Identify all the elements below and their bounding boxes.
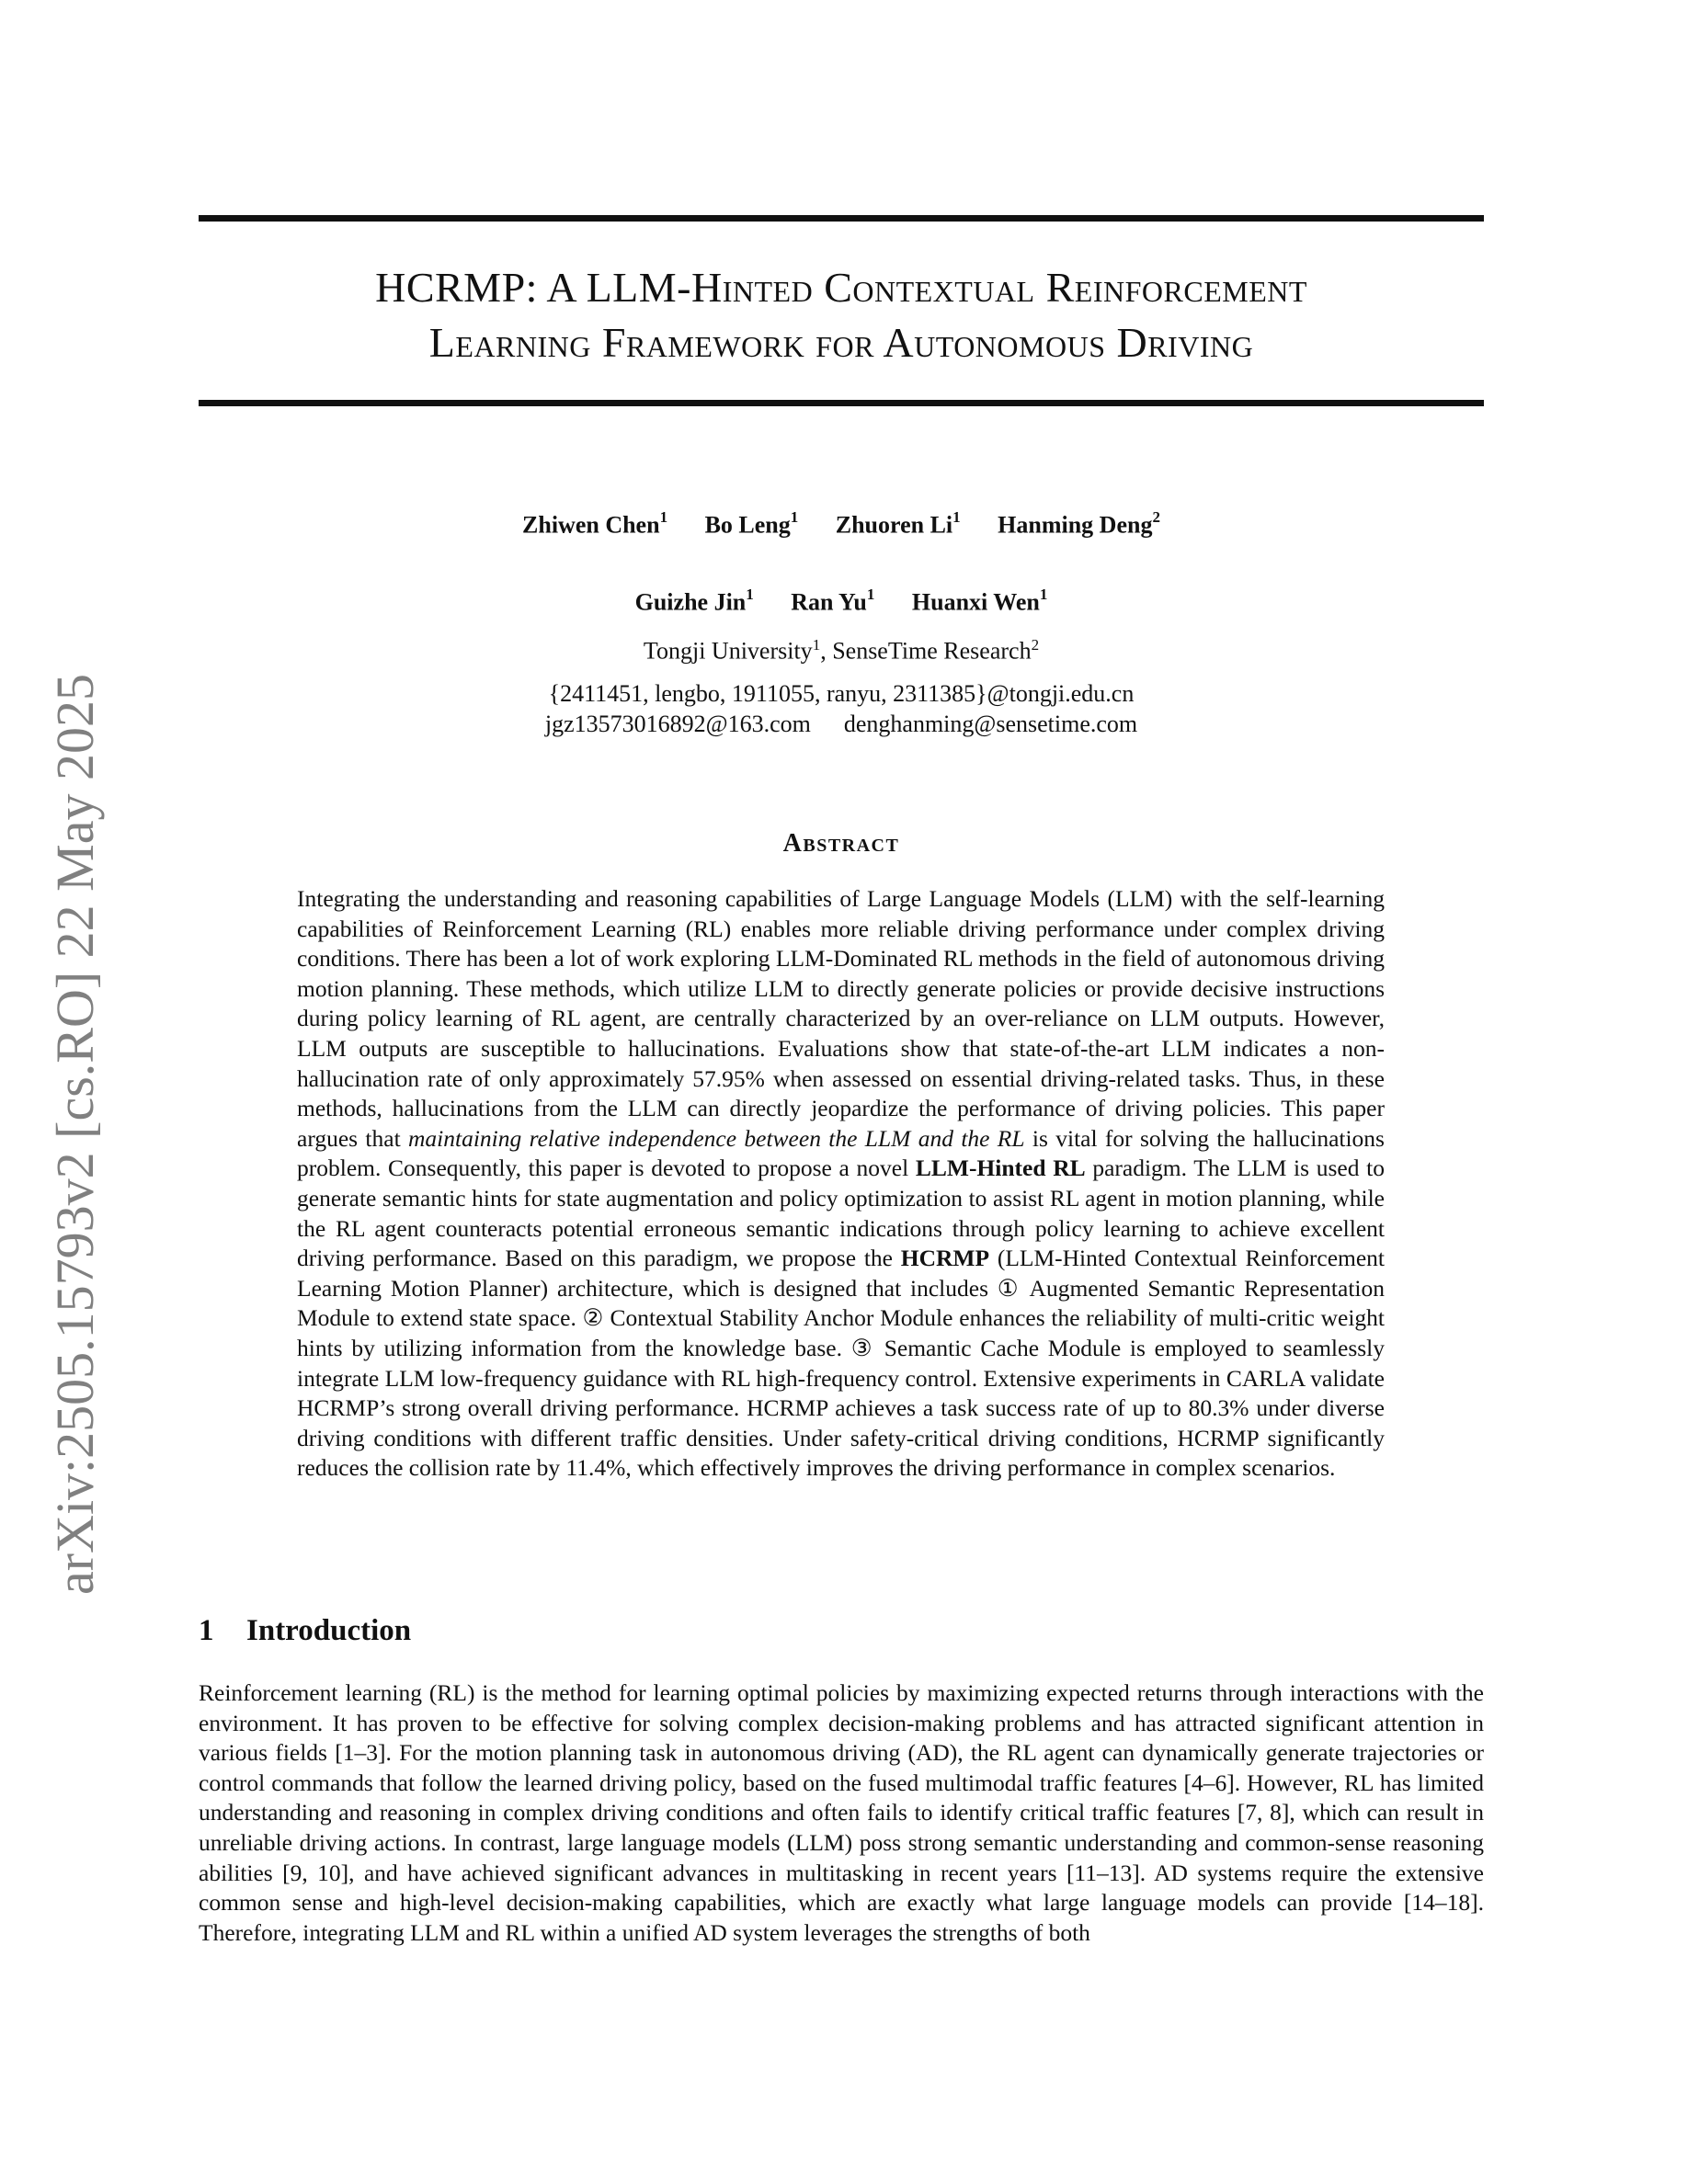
abstract-emphasis: maintaining relative independence between the LLM and the RL bbox=[408, 1124, 1025, 1152]
arxiv-watermark: arXiv:2505.15793v2 [cs.RO] 22 May 2025 bbox=[45, 673, 105, 1595]
author-name: Zhuoren Li bbox=[835, 511, 953, 539]
author-affiliation-mark: 1 bbox=[952, 508, 961, 526]
author-name: Huanxi Wen bbox=[911, 588, 1040, 616]
author-affiliation-mark: 1 bbox=[659, 508, 668, 526]
section-number: 1 bbox=[199, 1614, 214, 1647]
authors-row-1 bbox=[199, 504, 1484, 541]
title-top-rule bbox=[199, 215, 1484, 222]
author bbox=[522, 504, 667, 541]
abstract-body bbox=[297, 884, 1385, 1484]
title-line-1: HCRMP: A LLM-Hinted Contextual Reinforcement bbox=[375, 264, 1307, 311]
title-bottom-rule bbox=[199, 400, 1484, 406]
author-affiliation-mark: 1 bbox=[866, 586, 875, 603]
author-name: Zhiwen Chen bbox=[522, 511, 660, 539]
author-name: Ran Yu bbox=[791, 588, 867, 616]
affiliation-1-mark: 1 bbox=[812, 636, 821, 654]
email-line-1: {2411451, lengbo, 1911055, ranyu, 2311385}@tongji.edu.cn bbox=[548, 680, 1135, 707]
abstract-text: paradigm. The LLM is used to generate semantic hints for state augmentation and policy optimization to assist RL agent in motion planning, while the RL agent counteracts potential erroneous semantic indications through policy learning to achieve excellent driving performance. Based on this paradigm, we propose the bbox=[297, 1155, 1385, 1272]
author-affiliation-mark: 1 bbox=[1039, 586, 1048, 603]
author-name: Hanming Deng bbox=[998, 511, 1153, 539]
affiliation-2: SenseTime Research bbox=[832, 637, 1032, 665]
paper-title bbox=[199, 260, 1484, 370]
author-affiliation-mark: 1 bbox=[746, 586, 754, 603]
email-line-2 bbox=[199, 710, 1484, 739]
affiliation-1: Tongji University bbox=[643, 637, 813, 665]
abstract-term-hcrmp: HCRMP bbox=[900, 1245, 990, 1272]
author-affiliation-mark: 2 bbox=[1152, 508, 1160, 526]
author-name: Bo Leng bbox=[704, 511, 791, 539]
abstract-heading: Abstract bbox=[782, 829, 900, 858]
abstract-text: (LLM-Hinted Contextual Reinforcement Learning Motion Planner) architecture, which is designed that includes ① Augmented Semantic Representation Module to extend state space. ② Contextual Stability Anchor Module enhances the reliability of multi-critic weight hints by utilizing information from the knowledge base. ③ Semantic Cache Module is employed to seamlessly integrate LLM low-frequency guidance with RL high-frequency control. Extensive experiments in CARLA validate HCRMP’s strong overall driving performance. HCRMP achieves a task success rate of up to 80.3% under diverse driving conditions with different traffic densities. Under safety-critical driving conditions, HCRMP significantly reduces the collision rate by 11.4%, which effectively improves the driving performance in complex scenarios. bbox=[297, 1245, 1385, 1482]
introduction-paragraph: Reinforcement learning (RL) is the method for learning optimal policies by maximizing expected returns through interactions with the environment. It has proven to be effective for solving complex decision-making problems and has attracted significant attention in various fields [1–3]. For the motion planning task in autonomous driving (AD), the RL agent can dynamically generate trajectories or control commands that follow the learned driving policy, based on the fused multimodal traffic features [4–6]. However, RL has limited understanding and reasoning in complex driving conditions and often fails to identify critical traffic features [7, 8], which can result in unreliable driving actions. In contrast, large language models (LLM) poss strong semantic understanding and common-sense reasoning abilities [9, 10], and have achieved significant advances in multitasking in recent years [11–13]. AD systems require the extensive common sense and high-level decision-making capabilities, which are exactly what large language models can provide [14–18]. Therefore, integrating LLM and RL within a unified AD system leverages the strengths of both bbox=[199, 1679, 1484, 1946]
email-denghanming: denghanming@sensetime.com bbox=[843, 711, 1138, 737]
affiliation-2-mark: 2 bbox=[1031, 636, 1040, 654]
affiliations bbox=[199, 631, 1484, 666]
section-heading-introduction bbox=[199, 1614, 411, 1648]
affiliation-separator: , bbox=[820, 637, 833, 665]
section-title: Introduction bbox=[246, 1614, 412, 1647]
abstract-text: is vital for solving the hallucinations problem. Consequently, this paper is devoted to propose a novel bbox=[297, 1124, 1385, 1182]
author bbox=[912, 581, 1047, 619]
author bbox=[836, 504, 961, 541]
email-jgz: jgz13573016892@163.com bbox=[544, 711, 811, 737]
author bbox=[791, 581, 874, 619]
authors-row-2 bbox=[199, 581, 1484, 619]
abstract-text: Integrating the understanding and reasoning capabilities of Large Language Models (LLM) with the self-learning capabilities of Reinforcement Learning (RL) enables more reliable driving performance under complex driving conditions. There has been a lot of work exploring LLM-Dominated RL methods in the field of autonomous driving motion planning. These methods, which utilize LLM to directly generate policies or provide decisive instructions during policy learning of RL agent, are centrally characterized by an over-reliance on LLM outputs. However, LLM outputs are susceptible to hallucinations. Evaluations show that state-of-the-art LLM indicates a non-hallucination rate of only approximately 57.95% when assessed on essential driving-related tasks. Thus, in these methods, hallucinations from the LLM can directly jeopardize the performance of driving policies. This paper argues that bbox=[297, 885, 1385, 1152]
abstract-term-llm-hinted-rl: LLM-Hinted RL bbox=[915, 1155, 1086, 1182]
author bbox=[998, 504, 1160, 541]
author-affiliation-mark: 1 bbox=[790, 508, 799, 526]
author bbox=[705, 504, 799, 541]
title-line-2: Learning Framework for Autonomous Driving bbox=[428, 319, 1254, 366]
author-name: Guizhe Jin bbox=[634, 588, 747, 616]
author bbox=[635, 581, 754, 619]
